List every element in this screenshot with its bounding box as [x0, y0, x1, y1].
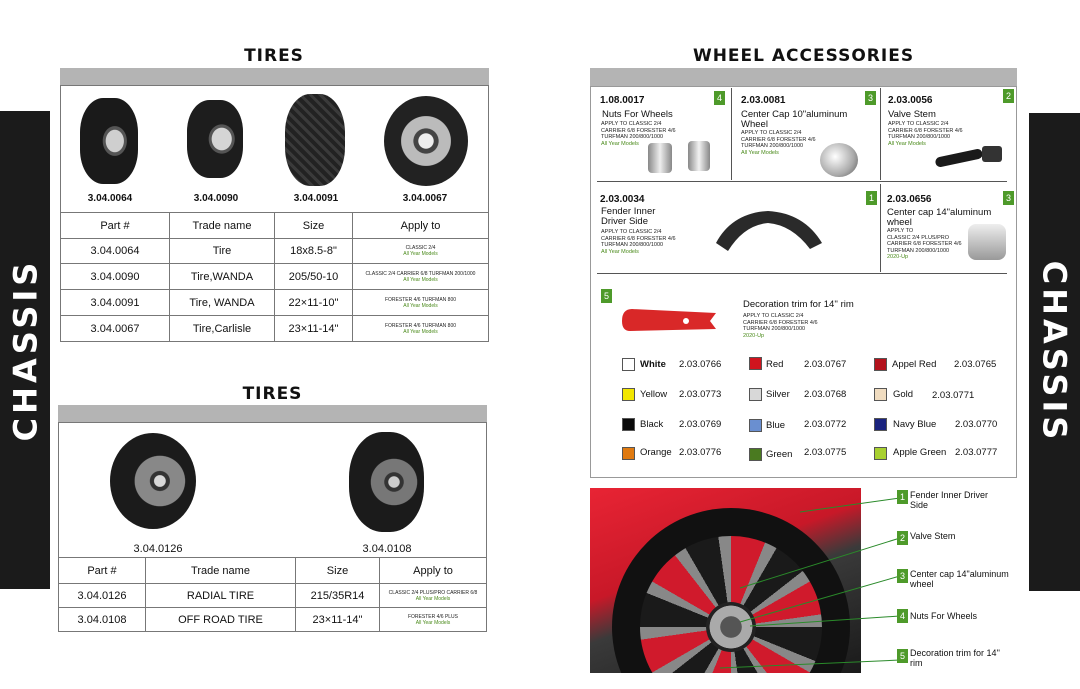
callout-label: Decoration trim for 14'' rim: [910, 648, 1000, 668]
tires-title-1: TIRES: [244, 46, 304, 66]
tire-image-3-04-0064: [80, 98, 138, 184]
apply-line: CARRIER 6/8 FORESTER 4/6: [887, 241, 962, 247]
trim-name: Decoration trim for 14'' rim: [743, 299, 854, 310]
wheel-nut-image: [688, 141, 710, 171]
callout-label: Center cap 14"aluminum wheel: [910, 569, 1009, 589]
color-swatch-silver: [749, 388, 762, 401]
apply-models: FORESTER 4/6 PLUS: [407, 613, 458, 620]
table-row: [59, 608, 487, 632]
color-code: 2.03.0765: [954, 359, 997, 370]
accessory-code: 2.03.0056: [888, 95, 933, 106]
apply-line: APPLY TO CLASSIC 2/4: [743, 313, 804, 319]
apply-line: APPLY TO CLASSIC 2/4: [601, 121, 662, 127]
tires-header-bar-2: [58, 405, 487, 422]
divider: [597, 273, 1007, 274]
apply-line: CARRIER 6/8 FORESTER 4/6: [601, 235, 676, 242]
apply-models: FORESTER 4/6 TURFMAN 800: [384, 296, 457, 303]
side-tab-right-label: CHASSIS: [1035, 260, 1074, 444]
apply-years: All Year Models: [403, 276, 438, 283]
apply-line: TURFMAN 200/800/1000: [601, 134, 664, 140]
color-name: Gold: [893, 389, 914, 400]
tire-size: 205/50-10: [275, 264, 353, 290]
callout-badge: 5: [897, 649, 908, 663]
tire-label: 3.04.0064: [87, 193, 133, 204]
apply-models: CLASSIC 2/4 PLUS/PRO CARRIER 6/8: [388, 589, 478, 596]
color-code: 2.03.0772: [804, 419, 847, 430]
trade-name: OFF ROAD TIRE: [146, 608, 296, 632]
column-header: Apply to: [353, 213, 489, 239]
tire-size: 22×11-10": [275, 290, 353, 316]
apply-models: CLASSIC 2/4 CARRIER 6/8 TURFMAN 200/1000: [365, 270, 476, 277]
accessory-number-badge: 2: [1003, 89, 1014, 103]
color-swatch-green: [749, 448, 762, 461]
accessory-apply: [887, 228, 962, 261]
accessory-number-badge: 5: [601, 289, 612, 303]
color-code: 2.03.0773: [679, 389, 722, 400]
apply-line: TURFMAN 200/800/1000: [743, 326, 806, 332]
tires-spec-table-1: [60, 212, 489, 342]
accessory-name: Valve Stem: [888, 109, 936, 120]
part-number: 3.04.0108: [59, 608, 146, 632]
color-code: 2.03.0777: [955, 447, 998, 458]
accessory-name: Center cap 14"aluminum wheel: [887, 207, 992, 228]
color-name: Appel Red: [892, 359, 937, 370]
tire-image-3-04-0126: [110, 433, 196, 529]
accessory-name: Fender Inner Driver Side: [601, 206, 656, 227]
trade-name: Tire,WANDA: [170, 264, 275, 290]
color-code: 2.03.0776: [679, 447, 722, 458]
callout-badge: 2: [897, 531, 908, 545]
apply-line: CARRIER 6/8 FORESTER 4/6: [888, 127, 963, 134]
tire-image-3-04-0091: [285, 94, 345, 186]
accessory-apply: [601, 229, 676, 255]
apply-line: TURFMAN 200/800/1000: [888, 134, 951, 140]
apply-years: All Year Models: [741, 149, 779, 156]
apply-line: CARRIER 6/8 FORESTER 4/6: [741, 136, 816, 143]
trade-name: Tire: [170, 239, 275, 264]
color-swatch-red: [749, 357, 762, 370]
apply-years: All Year Models: [403, 328, 438, 335]
tire-label: 3.04.0091: [293, 193, 339, 204]
accessory-number-badge: 1: [866, 191, 877, 205]
tire-size: 23×11-14": [296, 608, 380, 632]
color-swatch-navy-blue: [874, 418, 887, 431]
apply-line: APPLY TO CLASSIC 2/4: [888, 121, 949, 127]
color-swatch-apple-green: [874, 447, 887, 460]
divider: [597, 181, 1007, 182]
callout-label: Valve Stem: [910, 531, 956, 541]
callout-badge: 3: [897, 569, 908, 583]
table-row: [61, 290, 489, 316]
apply-line: TURFMAN 200/800/1000: [741, 143, 804, 149]
color-code: 2.03.0768: [804, 389, 847, 400]
part-number: 3.04.0091: [61, 290, 170, 316]
color-code: 2.03.0766: [679, 359, 722, 370]
column-header: Part #: [59, 558, 146, 584]
apply-years: 2020-Up: [743, 332, 765, 339]
color-name: Red: [766, 359, 784, 370]
apply-years: All Year Models: [601, 248, 639, 255]
table-row: [61, 264, 489, 290]
apply-line: APPLY TO CLASSIC 2/4: [741, 130, 802, 136]
accessory-apply: [741, 130, 816, 156]
tires-title-2: TIRES: [242, 384, 303, 404]
tire-label: 3.04.0067: [402, 193, 448, 204]
tire-label: 3.04.0090: [193, 193, 239, 204]
apply-line: CLASSIC 2/4 PLUS/PRO: [887, 234, 950, 241]
color-swatch-yellow: [622, 388, 635, 401]
apply-to: [380, 608, 487, 632]
valve-stem-cap-image: [982, 146, 1002, 162]
color-swatch-white: [622, 358, 635, 371]
column-header: Apply to: [380, 558, 487, 584]
color-swatch-gold: [874, 388, 887, 401]
callout-label: Fender Inner Driver Side: [910, 490, 989, 510]
callout-label: Nuts For Wheels: [910, 611, 978, 621]
column-header: Size: [275, 213, 353, 239]
color-name: Apple Green: [893, 447, 947, 458]
color-name: Silver: [766, 389, 790, 400]
table-row: [61, 316, 489, 342]
color-swatch-appel-red: [874, 358, 887, 371]
apply-years: All Year Models: [403, 251, 438, 257]
apply-years: All Year Models: [888, 140, 926, 147]
accessory-number-badge: 3: [865, 91, 876, 105]
color-name: Green: [766, 449, 793, 460]
callout-badge: 1: [897, 490, 908, 504]
apply-models: CLASSIC 2/4: [405, 245, 436, 251]
apply-to: [353, 264, 489, 290]
apply-years: 2020-Up: [887, 254, 909, 260]
decoration-trim-image: [620, 303, 720, 335]
apply-years: All Year Models: [403, 302, 438, 309]
apply-to: [380, 584, 487, 608]
column-header: Size: [296, 558, 380, 584]
accessories-header-bar: [590, 68, 1017, 86]
color-swatch-black: [622, 418, 635, 431]
apply-to: [353, 316, 489, 342]
trade-name: Tire, WANDA: [170, 290, 275, 316]
apply-line: APPLY TO CLASSIC 2/4: [601, 229, 662, 235]
center-cap-14-image: [968, 224, 1006, 260]
apply-line: TURFMAN 200/800/1000: [601, 242, 664, 248]
side-tab-right: [1029, 113, 1080, 591]
apply-line: CARRIER 6/8 FORESTER 4/6: [743, 319, 818, 326]
accessory-name: Center Cap 10"aluminum Wheel: [741, 109, 848, 130]
side-tab-left: [0, 111, 50, 589]
apply-models: FORESTER 4/6 TURFMAN 800: [384, 322, 457, 329]
accessory-code: 1.08.0017: [600, 95, 645, 106]
color-name: Navy Blue: [893, 419, 937, 430]
color-code: 2.03.0770: [955, 419, 998, 430]
color-code: 2.03.0769: [679, 419, 722, 430]
trade-name: Tire,Carlisle: [170, 316, 275, 342]
column-header: Trade name: [146, 558, 296, 584]
trade-name: RADIAL TIRE: [146, 584, 296, 608]
apply-to: [353, 290, 489, 316]
center-cap-image: [820, 143, 858, 177]
tires-header-bar-1: [60, 68, 489, 85]
color-code: 2.03.0775: [804, 447, 847, 458]
color-swatch-blue: [749, 419, 762, 432]
apply-line: CARRIER 6/8 FORESTER 4/6: [601, 127, 676, 134]
tires-spec-table-2: [58, 557, 487, 632]
fender-inner-image: [712, 207, 826, 257]
tire-label: 3.04.0126: [133, 543, 183, 555]
column-header: Trade name: [170, 213, 275, 239]
part-number: 3.04.0064: [61, 239, 170, 264]
table-row: [61, 239, 489, 264]
color-name: Yellow: [640, 389, 668, 400]
color-name: Orange: [640, 447, 672, 458]
tire-size: 18x8.5-8": [275, 239, 353, 264]
tire-label: 3.04.0108: [362, 543, 412, 555]
color-code: 2.03.0767: [804, 359, 847, 370]
trim-apply: [743, 313, 818, 339]
accessory-code: 2.03.0081: [741, 95, 786, 106]
accessory-number-badge: 4: [714, 91, 725, 105]
tire-image-3-04-0108: [349, 432, 424, 532]
tire-image-3-04-0067: [384, 96, 468, 186]
part-number: 3.04.0090: [61, 264, 170, 290]
accessories-title: WHEEL ACCESSORIES: [692, 46, 915, 66]
column-header: Part #: [61, 213, 170, 239]
accessory-apply: [888, 121, 963, 147]
apply-line: APPLY TO: [887, 228, 914, 234]
tire-size: 215/35R14: [296, 584, 380, 608]
part-number: 3.04.0067: [61, 316, 170, 342]
callout-lines: [590, 488, 910, 673]
wheel-nut-image: [648, 143, 672, 173]
side-tab-left-label: CHASSIS: [6, 258, 45, 442]
tire-size: 23×11-14": [275, 316, 353, 342]
tire-image-3-04-0090: [187, 100, 243, 178]
color-name: Blue: [766, 420, 786, 431]
color-code: 2.03.0771: [932, 390, 975, 401]
divider: [731, 88, 732, 180]
color-name: White: [640, 359, 666, 370]
accessory-number-badge: 3: [1003, 191, 1014, 205]
accessory-code: 2.03.0656: [887, 194, 932, 205]
apply-years: All Year Models: [415, 619, 451, 626]
part-number: 3.04.0126: [59, 584, 146, 608]
callout-badge: 4: [897, 609, 908, 623]
accessory-name: Nuts For Wheels: [602, 109, 673, 120]
apply-line: TURFMAN 200/800/1000: [887, 247, 950, 254]
color-swatch-orange: [622, 447, 635, 460]
accessory-code: 2.03.0034: [600, 194, 645, 205]
apply-years: All Year Models: [415, 595, 451, 602]
apply-years: All Year Models: [601, 140, 639, 147]
color-name: Black: [640, 419, 664, 430]
divider: [880, 184, 881, 272]
apply-to: [353, 239, 489, 264]
divider: [880, 88, 881, 180]
table-row: [59, 584, 487, 608]
